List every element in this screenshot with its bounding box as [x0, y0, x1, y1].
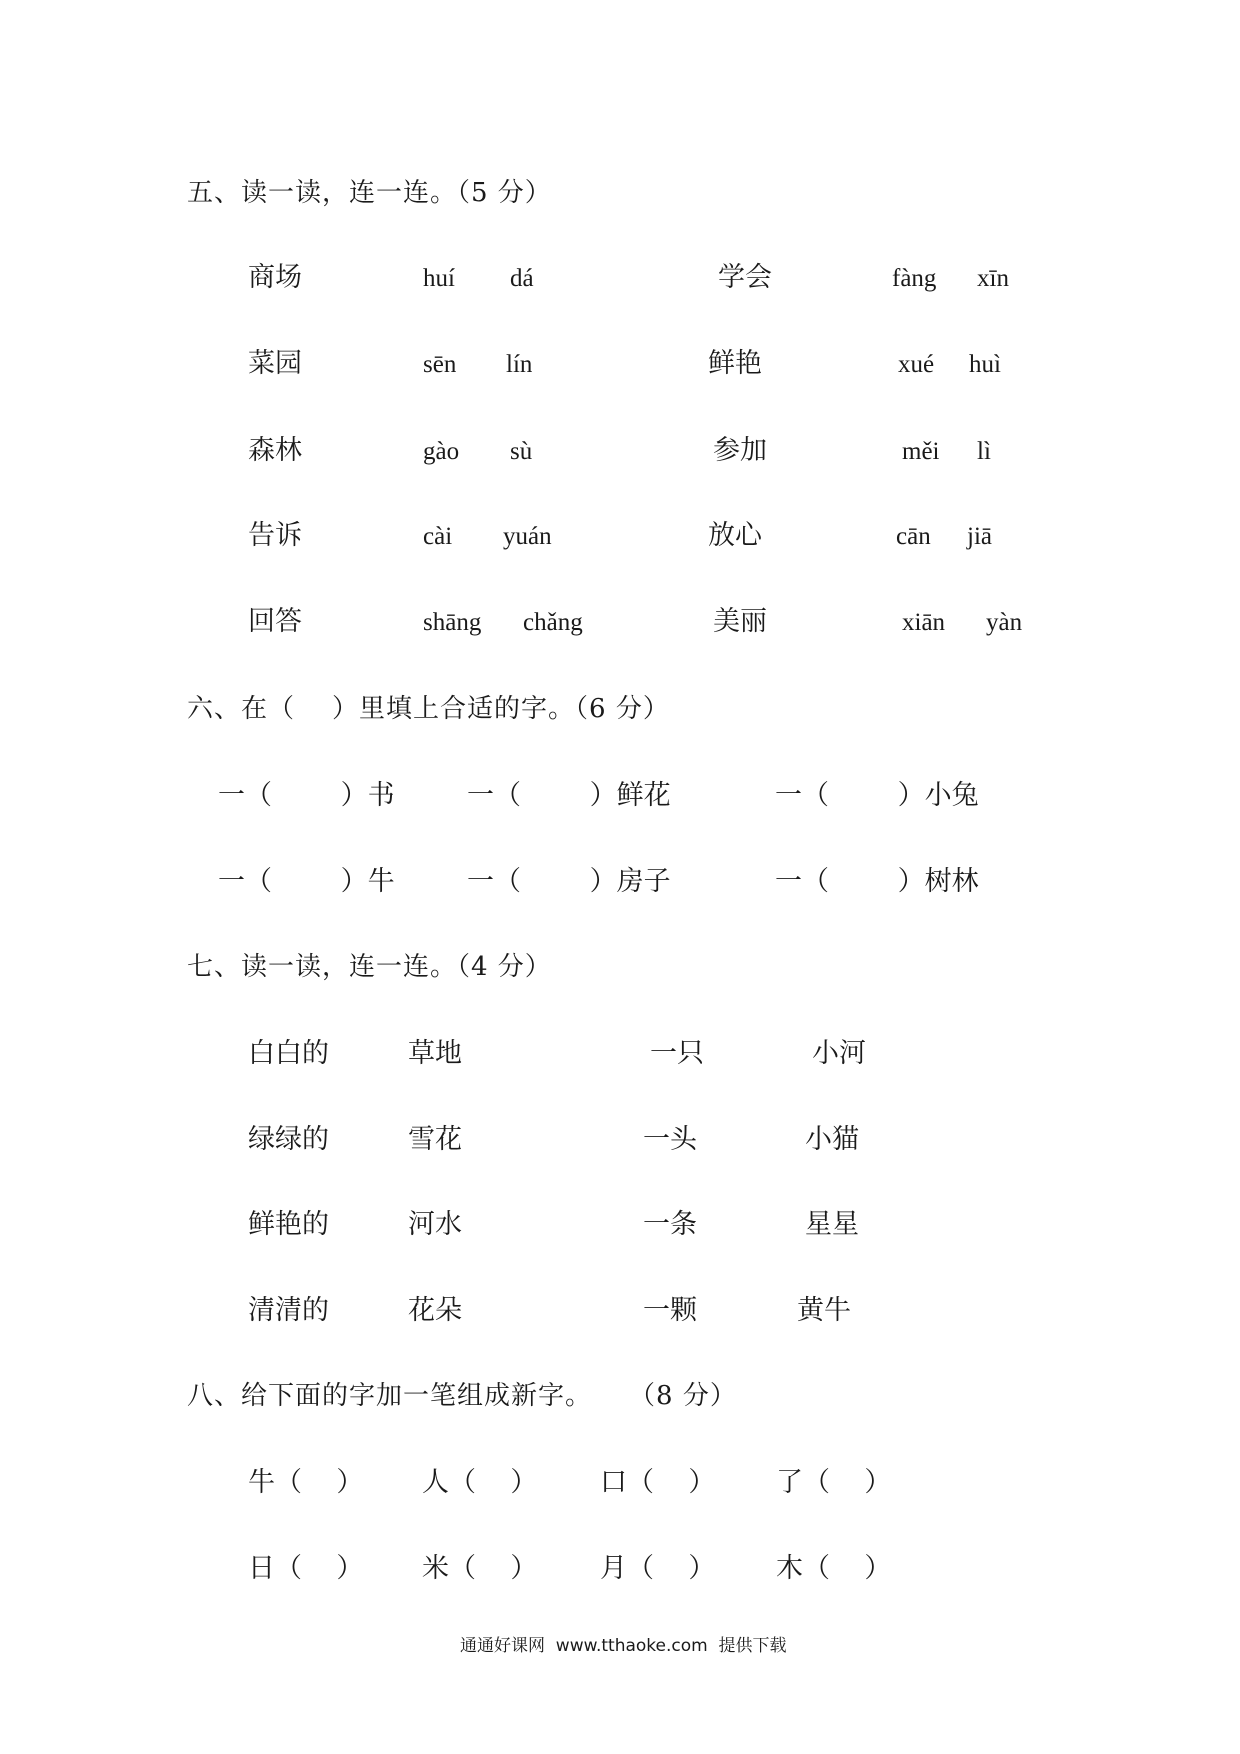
- left-pinyin: shāng: [423, 609, 482, 636]
- right-pinyin: jiā: [967, 523, 992, 550]
- left-pinyin: dá: [510, 265, 534, 292]
- fill-blank-item: 一（ ）牛: [218, 866, 395, 897]
- left-pinyin: yuán: [503, 523, 552, 550]
- right-pinyin: cān: [896, 523, 931, 550]
- add-stroke-item: 米（ ）: [422, 1553, 538, 1584]
- right-pinyin: xiān: [902, 609, 946, 636]
- add-stroke-item: 木（ ）: [776, 1553, 892, 1584]
- left-pinyin: gào: [423, 438, 460, 465]
- noun: 草地: [408, 1038, 462, 1069]
- fill-blank-item: 一（ ）书: [218, 780, 395, 811]
- right-word: 美丽: [713, 606, 767, 637]
- measure-word: 一颗: [643, 1295, 697, 1326]
- adjective: 清清的: [248, 1295, 329, 1326]
- right-word: 放心: [708, 520, 762, 551]
- measure-word: 一头: [643, 1124, 697, 1155]
- add-stroke-item: 了（ ）: [776, 1467, 892, 1498]
- noun: 花朵: [408, 1295, 462, 1326]
- fill-blank-item: 一（ ）鲜花: [467, 780, 671, 811]
- add-stroke-item: 口（ ）: [600, 1467, 716, 1498]
- left-word: 回答: [248, 606, 302, 637]
- right-pinyin: fàng: [892, 265, 937, 292]
- left-word: 森林: [248, 435, 302, 466]
- add-stroke-item: 牛（ ）: [248, 1467, 364, 1498]
- right-word: 学会: [718, 262, 772, 293]
- add-stroke-item: 日（ ）: [248, 1553, 364, 1584]
- fill-blank-item: 一（ ）房子: [467, 866, 671, 897]
- measure-word: 一只: [650, 1038, 704, 1069]
- fill-blank-item: 一（ ）树林: [775, 866, 979, 897]
- left-word: 菜园: [248, 348, 302, 379]
- right-pinyin: měi: [902, 438, 940, 465]
- right-word: 鲜艳: [708, 348, 762, 379]
- section-six-heading: 六、在（ ）里填上合适的字。（6 分）: [187, 694, 670, 724]
- add-stroke-item: 月（ ）: [600, 1553, 716, 1584]
- adjective: 绿绿的: [248, 1124, 329, 1155]
- left-word: 商场: [248, 262, 302, 293]
- noun: 雪花: [408, 1124, 462, 1155]
- object-word: 小河: [812, 1038, 866, 1069]
- left-pinyin: cài: [423, 523, 453, 550]
- right-pinyin: huì: [969, 351, 1001, 378]
- measure-word: 一条: [643, 1209, 697, 1240]
- left-pinyin: lín: [506, 351, 533, 378]
- left-pinyin: sù: [510, 438, 533, 465]
- right-pinyin: xué: [898, 351, 935, 378]
- add-stroke-item: 人（ ）: [422, 1467, 538, 1498]
- fill-blank-item: 一（ ）小兔: [775, 780, 979, 811]
- adjective: 白白的: [248, 1038, 329, 1069]
- section-five-heading: 五、读一读，连一连。（5 分）: [187, 178, 552, 208]
- right-pinyin: xīn: [977, 265, 1009, 292]
- right-pinyin: yàn: [986, 609, 1023, 636]
- right-pinyin: lì: [977, 438, 991, 465]
- left-pinyin: chǎng: [523, 609, 583, 636]
- left-pinyin: sēn: [423, 351, 457, 378]
- right-word: 参加: [713, 435, 767, 466]
- object-word: 黄牛: [797, 1295, 851, 1326]
- section-eight-heading: 八、给下面的字加一笔组成新字。 （8 分）: [187, 1381, 737, 1411]
- noun: 河水: [408, 1209, 462, 1240]
- left-pinyin: huí: [423, 265, 455, 292]
- adjective: 鲜艳的: [248, 1209, 329, 1240]
- section-seven-heading: 七、读一读，连一连。（4 分）: [187, 952, 552, 982]
- page-footer: 通通好课网 www.tthaoke.com 提供下载: [460, 1636, 787, 1656]
- object-word: 小猫: [805, 1124, 859, 1155]
- left-word: 告诉: [248, 520, 302, 551]
- object-word: 星星: [805, 1209, 859, 1240]
